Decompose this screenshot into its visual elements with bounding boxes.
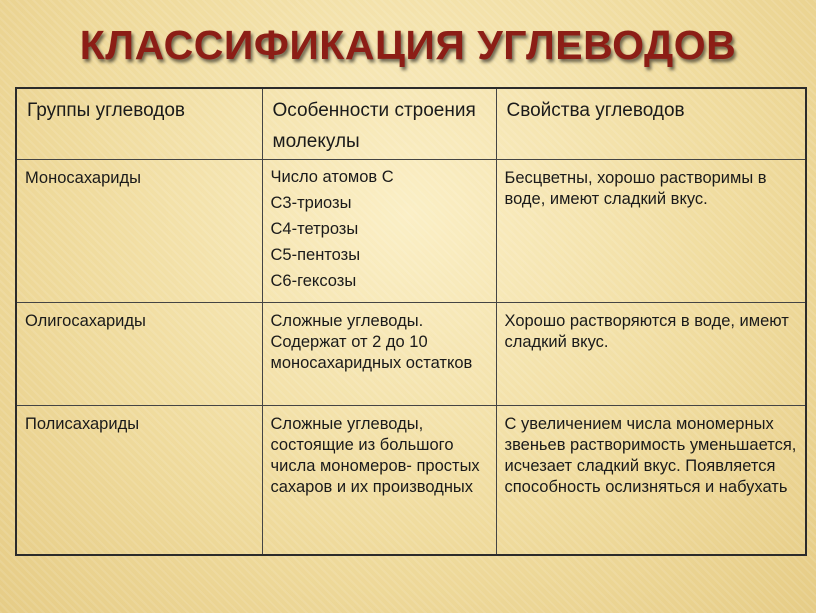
cell-group: Олигосахариды [16, 303, 262, 406]
structure-line: С4-тетрозы [270, 220, 359, 238]
cell-group: Моносахариды [16, 160, 262, 303]
table-header-row [16, 88, 806, 160]
table-row [16, 406, 806, 556]
carbohydrate-classification-table [15, 87, 807, 556]
header-groups: Группы углеводов [16, 88, 262, 160]
structure-line: Число атомов С [270, 168, 394, 186]
slide-title: КЛАССИФИКАЦИЯ УГЛЕВОДОВ [79, 22, 737, 68]
cell-group: Полисахариды [16, 406, 262, 556]
table-row [16, 303, 806, 406]
structure-line: С6-гексозы [270, 272, 357, 290]
structure-line: С5-пентозы [270, 246, 361, 264]
table-row [16, 160, 806, 303]
header-properties: Свойства углеводов [496, 88, 806, 160]
structure-line: С3-триозы [270, 194, 352, 212]
cell-properties: Бесцветны, хорошо растворимы в воде, имеют сладкий вкус. [496, 160, 806, 303]
cell-properties: С увеличением числа мономерных звеньев растворимость уменьшается, исчезает сладкий вкус. Появляется способность ослизняться и набухать [496, 406, 806, 556]
cell-structure: Сложные углеводы, состоящие из большого числа мономеров- простых сахаров и их производных [262, 406, 496, 556]
cell-structure: Сложные углеводы. Содержат от 2 до 10 моносахаридных остатков [262, 303, 496, 406]
cell-structure [262, 160, 496, 303]
header-structure: Особенности строения молекулы [262, 88, 496, 160]
cell-properties: Хорошо растворяются в воде, имеют сладкий вкус. [496, 303, 806, 406]
